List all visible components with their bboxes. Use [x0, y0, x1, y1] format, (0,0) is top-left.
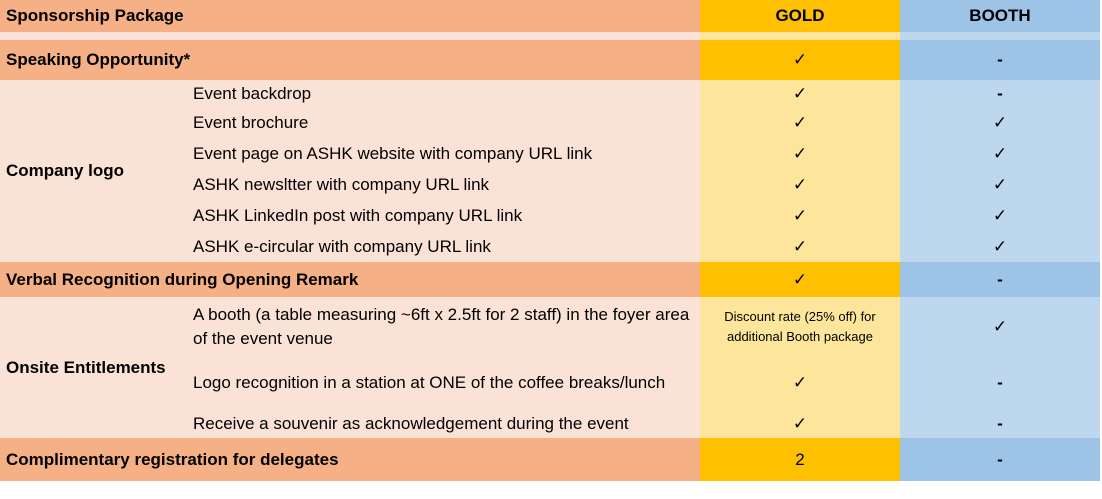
- verbal-booth-value: -: [900, 262, 1100, 297]
- onsite-item: A booth (a table measuring ~6ft x 2.5ft for 2 staff) in the foyer area of the event venue: [189, 297, 700, 356]
- onsite-item-gold-value: Discount rate (25% off) for additional Booth package: [700, 297, 900, 356]
- header-package: [0, 0, 700, 32]
- logo-item: ASHK newsltter with company URL link: [189, 169, 700, 200]
- logo-item-gold-check-icon: ✓: [700, 138, 900, 169]
- logo-item-gold-check-icon: ✓: [700, 169, 900, 200]
- logo-item-gold-check-icon: ✓: [700, 107, 900, 138]
- logo-item: Event page on ASHK website with company URL link: [189, 138, 700, 169]
- logo-item-booth-value: -: [900, 80, 1100, 107]
- logo-item-gold-check-icon: ✓: [700, 80, 900, 107]
- logo-item: Event backdrop: [189, 80, 700, 107]
- logo-item: Event brochure: [189, 107, 700, 138]
- logo-item-gold-check-icon: ✓: [700, 200, 900, 231]
- registration-gold-value: 2: [700, 438, 900, 481]
- logo-item-gold-check-icon: ✓: [700, 231, 900, 262]
- row-verbal-label: [0, 262, 700, 297]
- onsite-label-text: Onsite Entitlements: [6, 357, 166, 377]
- verbal-gold-check-icon: ✓: [700, 262, 900, 297]
- row-registration-label: [0, 438, 700, 481]
- company-logo-label-text: Company logo: [6, 161, 125, 180]
- company-logo-label: [0, 80, 189, 262]
- logo-item-booth-check-icon: ✓: [900, 200, 1100, 231]
- onsite-item-booth-value: -: [900, 409, 1100, 438]
- logo-item-booth-check-icon: ✓: [900, 231, 1100, 262]
- logo-item-booth-check-icon: ✓: [900, 107, 1100, 138]
- logo-item-booth-check-icon: ✓: [900, 138, 1100, 169]
- speaking-gold-check-icon: ✓: [700, 40, 900, 80]
- spacer-gold: [700, 32, 900, 40]
- registration-label: Complimentary registration for delegates: [6, 449, 339, 469]
- header-gold: GOLD: [700, 0, 900, 32]
- row-speaking-label: [0, 40, 700, 80]
- onsite-item-gold-check-icon: ✓: [700, 409, 900, 438]
- verbal-label: Verbal Recognition during Opening Remark: [6, 269, 359, 289]
- onsite-item: Receive a souvenir as acknowledgement during the event: [189, 409, 700, 438]
- onsite-item-gold-check-icon: ✓: [700, 356, 900, 409]
- onsite-item: Logo recognition in a station at ONE of the coffee breaks/lunch: [189, 356, 700, 409]
- logo-item-booth-check-icon: ✓: [900, 169, 1100, 200]
- logo-item: ASHK e-circular with company URL link: [189, 231, 700, 262]
- registration-booth-value: -: [900, 438, 1100, 481]
- spacer: [0, 32, 700, 40]
- onsite-item-booth-value: -: [900, 356, 1100, 409]
- onsite-item-booth-check-icon: ✓: [900, 297, 1100, 356]
- header-booth: BOOTH: [900, 0, 1100, 32]
- speaking-label: Speaking Opportunity*: [6, 50, 191, 69]
- onsite-label: [0, 297, 189, 438]
- speaking-booth-value: -: [900, 40, 1100, 80]
- logo-item: ASHK LinkedIn post with company URL link: [189, 200, 700, 231]
- header-package-label: Sponsorship Package: [6, 6, 184, 25]
- spacer-booth: [900, 32, 1100, 40]
